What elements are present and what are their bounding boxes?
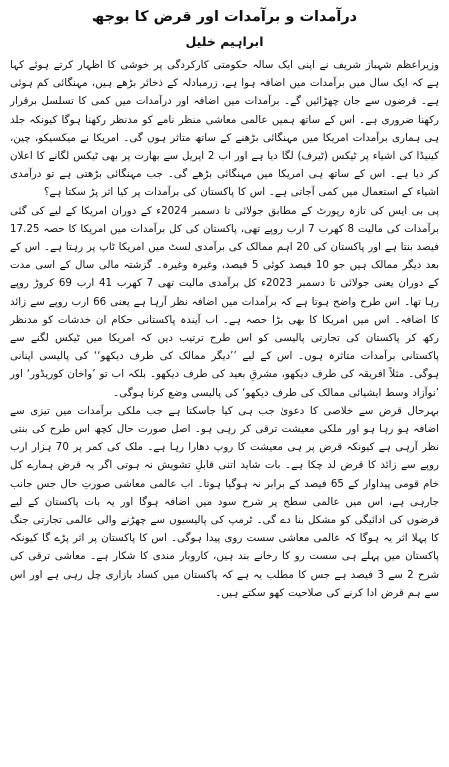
article-headline: درآمدات و برآمدات اور قرض کا بوجھ [91,9,358,25]
article-paragraph: وزیراعظم شہباز شریف نے اپنی ایک سالہ حکومتی کارکردگی پر خوشی کا اظہار کرتے ہوئے کہا ہے کہ ایک سال میں برآمدات میں اضافہ ہوا ہے، زرمبادلہ کے ذخائر بڑھے ہیں، مہنگائی کم ہوئی ہے۔ قرضوں سے جان چھڑائیں گے۔ برآمدات میں اضافہ اور درآمدات میں کمی کا تسلسل برقرار رکھنا ضروری ہے۔ اس کے ساتھ ہمیں عالمی معاشی منظر نامے کو مدنظر رکھنا ہوگا کیونکہ جلد ہی ہماری برآمدات امریکا میں مہنگائی بڑھنے کے ساتھ متاثر ہوں گی۔ امریکا نے میکسیکو، چین، کینیڈا کی اشیاء پر ٹیکس (ٹیرف) لگا دیا ہے اور اب 2 اپریل سے بھارت پر بھی ٹیکس لگانے کا اعلان کر دیا ہے۔ اس کے ساتھ ہی امریکا میں مہنگائی بڑھے گی۔ جب مہنگائی بڑھتی ہے تو درآمدی اشیاء کے استعمال میں کمی آجاتی ہے۔ اس کا پاکستان کی برآمدات پر کیا اثر پڑ سکتا ہے؟ [10,59,439,199]
article-paragraph: بہرحال قرض سے خلاصی کا دعویٰ جب ہی کیا جاسکتا ہے جب ملکی برآمدات میں تیزی سے اضافہ ہو رہا ہو اور ملکی معیشت ترقی کر رہی ہو۔ اصل صورت حال کچھ اس طرح کی بنتی نظر آرہی ہے کیونکہ قرض پر ہی معیشت کا روپ دھارا رہا ہے۔ ملک کی کمر پر 70 ہزار ارب روپے سے زائد کا قرض لد چکا ہے۔ بات شاید اتنی قابلِ تشویش نہ ہوتی اگر یہ قرض ہمارے کل خام قومی پیداوار کے 65 فیصد کے برابر نہ ہوگیا ہوتا۔ اب عالمی معاشی صورتِ حال جس جانب جارہی ہے، اس میں عالمی سطح پر شرح سود میں اضافہ ہوگا اور یہ بات پاکستان کے لیے قرضوں کی ادائیگی کو مشکل بنا دے گی۔ ٹرمپ کی پالیسیوں سے چھڑنے والی عالمی تجارتی جنگ کا پہلا اثر یہ ہوگا کہ عالمی معاشی سست روی پیدا ہوگی۔ اس کا پاکستان پر اثر پڑے گا کیونکہ پاکستان میں پہلے ہی سست رو کا رخانے بند ہیں، کاروبار مندی کا شکار ہے۔ معاشی ترقی کی شرح 2 سے 3 فیصد ہے جس کا مطلب یہ ہے کہ پاکستان میں کساد بازاری چل رہی ہے اور اس سے ہم قرض ادا کرنے کی صلاحیت کھو سکتے ہیں۔ [10,404,439,599]
article-paragraph: پی بی ایس کی تازہ رپورٹ کے مطابق جولائی تا دسمبر 2024ء کے دوران امریکا کے لیے کی گئی برآمدات کی مالیت 8 کھرب 7 ارب روپے تھی، پاکستان کی کل برآمدات میں امریکا کا حصہ 17.25 فیصد بنتا ہے اور پاکستان کی 20 اہم ممالک کی برآمدی لسٹ میں امریکا ٹاپ پر رہتا ہے۔ اس کے بعد دیگر ممالک ہیں جو 10 فیصد کوئی 5 فیصد، وغیرہ وغیرہ۔ گزشتہ مالی سال کے اسی مدت کے دوران یعنی جولائی تا دسمبر 2023ء کل برآمدی مالیت تھی 7 کھرب 41 ارب 69 کروڑ روپے رہا تھا۔ اس طرح واضح ہوتا ہے کہ برآمدات میں اضافہ نظر آرہا ہے یعنی 66 ارب روپے سے زائد کا اضافہ۔ اس میں امریکا کا بھی بڑا حصہ ہے۔ اب آیندہ پاکستانی حکام ان خدشات کو مدنظر رکھ کر پاکستان کی تجارتی پالیسی کو اس طرح ترتیب دیں کہ امریکا میں ٹیکس لگنے سے پاکستانی برآمدات متاثرہ ہوں۔ اس کے لیے ’’دیگر ممالک کی طرف دیکھو‘‘ کی پالیسی اپنانی ہوگی۔ مثلاً افریقہ کی طرف دیکھو، مشرقِ بعید کی طرف دیکھو۔ بلکہ اب تو ’واخان کوریڈور‘ اور ’نوآزاد وسط ایشیائی ممالک کی طرف دیکھو‘ کی پالیسی وضع کرنا ہوگی۔ [10,204,440,399]
article-byline: ابراہیم خلیل [185,34,264,49]
article-body [10,56,439,602]
